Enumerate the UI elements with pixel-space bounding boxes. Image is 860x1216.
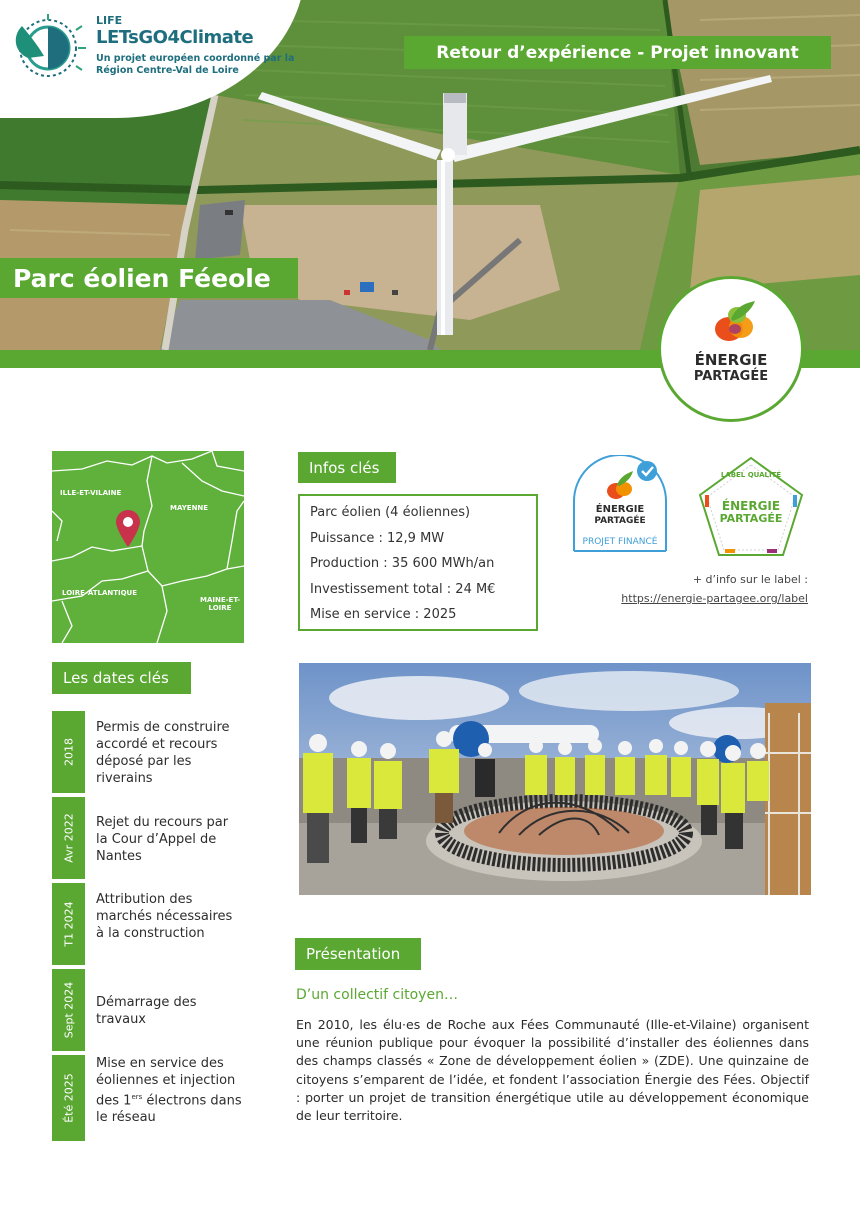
- projet-finance-word1: ÉNERGIE: [595, 504, 645, 515]
- map-boundaries: [52, 451, 244, 643]
- timeline-text: Attribution des marchés nécessaires à la construction: [96, 892, 233, 941]
- label-qualite-word2: PARTAGÉE: [719, 512, 783, 525]
- timeline-text: Rejet du recours par la Cour d’Appel de Nantes: [96, 815, 229, 864]
- dates-cles-heading: Les dates clés: [52, 662, 191, 694]
- info-puissance: Puissance : 12,9 MW: [310, 530, 445, 546]
- presentation-subtitle: D’un collectif citoyen…: [296, 987, 458, 1003]
- map-label-loire-atlantique: LOIRE-ATLANTIQUE: [62, 589, 138, 597]
- retour-experience-banner: Retour d’expérience - Projet innovant: [404, 36, 831, 69]
- label-link[interactable]: https://energie-partagee.org/label: [621, 592, 808, 605]
- timeline-text: Permis de construire accordé et recours déposé par les riverains: [96, 720, 230, 786]
- info-investissement: Investissement total : 24 M€: [310, 581, 496, 597]
- letsgo4climate-logo-icon: [4, 12, 88, 82]
- info-type: Parc éolien (4 éoliennes): [310, 505, 471, 520]
- timeline-item: [52, 969, 242, 1051]
- presentation-heading: Présentation: [295, 938, 421, 970]
- construction-site-photo: [299, 663, 811, 895]
- timeline-item: [52, 1055, 242, 1141]
- timeline-text-superscript: ers: [131, 1093, 143, 1101]
- timeline-date-bar: [52, 797, 85, 879]
- group-at-turbine-foundation-illustration: [299, 663, 811, 895]
- logo-name: LETsGO4Climate: [96, 27, 254, 48]
- infos-cles-box: [298, 494, 538, 631]
- map-label-ille-et-vilaine: ILLE-ET-VILAINE: [60, 489, 122, 497]
- timeline-date: Été 2025: [62, 1073, 75, 1123]
- timeline-text: Démarrage des travaux: [96, 995, 197, 1027]
- timeline-date: 2018: [62, 738, 75, 766]
- page-title: Parc éolien Féeole: [0, 258, 298, 298]
- timeline-date: Sept 2024: [62, 981, 75, 1039]
- energie-partagee-logo: [658, 276, 804, 422]
- map-label-maine-et-loire: MAINE-ET-LOIRE: [200, 596, 240, 612]
- timeline-date: T1 2024: [62, 901, 75, 947]
- label-info-text: + d’info sur le label :: [692, 573, 808, 586]
- timeline-item: [52, 711, 242, 793]
- energie-partagee-leaf-icon: [711, 299, 759, 345]
- timeline-item: [52, 883, 242, 965]
- timeline-date-bar: [52, 883, 85, 965]
- info-production: Production : 35 600 MWh/an: [310, 556, 495, 571]
- timeline-date-bar: [52, 969, 85, 1051]
- info-mise-en-service: Mise en service : 2025: [310, 607, 457, 622]
- timeline-date: Avr 2022: [62, 813, 75, 863]
- label-qualite-badge: [697, 455, 805, 559]
- map-label-mayenne: MAYENNE: [170, 504, 209, 512]
- energie-partagee-word1: ÉNERGIE: [694, 351, 768, 369]
- projet-finance-badge: [571, 455, 669, 557]
- timeline-item: [52, 797, 242, 879]
- label-qualite-word1: ÉNERGIE: [721, 499, 781, 513]
- timeline-text-part: Mise en service des éoliennes et injection des 1: [96, 1056, 236, 1109]
- timeline-date-bar: [52, 711, 85, 793]
- timeline-date-bar: [52, 1055, 85, 1141]
- energie-partagee-word2: PARTAGÉE: [693, 369, 769, 384]
- logo-subtitle: Un projet européen coordonné par la Région Centre-Val de Loire: [96, 53, 295, 76]
- presentation-paragraph: En 2010, les élu·es de Roche aux Fées Communauté (Ille-et-Vilaine) organisent une réunion publique pour évoquer la possibilité d’installer des éoliennes dans des champs classés « Zone de développement éolien » (ZDE). Une quinzaine de citoyens s’emparent de l’idée, et fondent l’association Énergie des Fées. Objectif : porter un projet de transition énergétique utile au développement économique de leur territoire.: [296, 1017, 809, 1124]
- label-qualite-top: LABEL QUALITÉ: [720, 471, 782, 479]
- projet-finance-caption: PROJET FINANCÉ: [582, 537, 658, 547]
- projet-finance-word2: PARTAGÉE: [594, 516, 646, 526]
- location-map: [52, 451, 244, 643]
- timeline-text-part: électrons dans le réseau: [96, 1093, 242, 1126]
- location-pin-icon: [114, 508, 142, 548]
- infos-cles-heading: Infos clés: [298, 452, 396, 483]
- timeline-text: [96, 1055, 242, 1126]
- logo-life-text: LIFE: [96, 14, 123, 27]
